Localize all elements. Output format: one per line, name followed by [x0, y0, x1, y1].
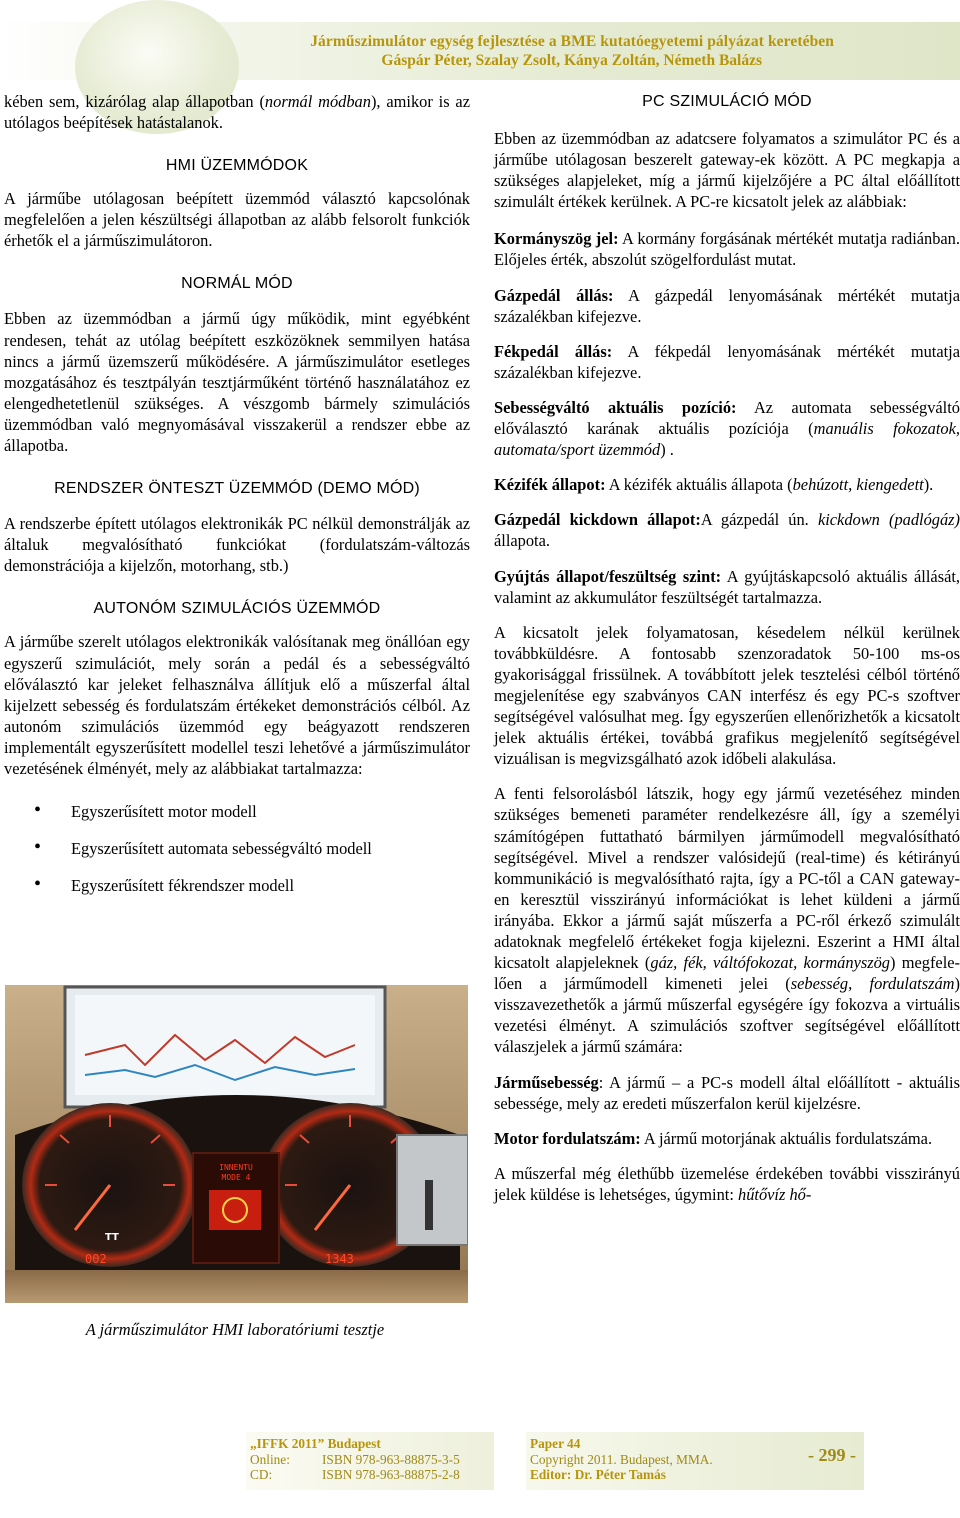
- figure-caption: A járműszimulátor HMI laboratóriumi tesztje: [85, 1320, 385, 1339]
- footer-editor: Editor: Dr. Péter Tamás: [530, 1467, 666, 1482]
- demo-mode-paragraph: A rendszerbe épített utólagos elektronikák PC nélkül demonstrálják az általuk megvalósítható funkciókat (fordulatszám-változás demonstrációja a kijelzőn, motorhang, stb.): [4, 514, 470, 576]
- pc-paragraph: Ebben az üzemmódban az adatcsere folyamatos a szimulátor PC és a járműbe utólagosan beszerelt gateway-ek között. A PC megkapja a szükséges alapjeleket, míg a jármű kijelzőjére a PC által előállított szimulált értékek kerülnek. A PC-re kicsatolt jelek az alábbiak:: [494, 129, 960, 212]
- footer-paper-number: Paper 44: [530, 1436, 581, 1451]
- signal-item-handbrake: Kézifék állapot: A kézifék aktuális állapota (behúzott, kiengedett).: [494, 475, 934, 495]
- photo-odometer-right: 1343: [325, 1252, 354, 1266]
- running-authors: Gáspár Péter, Szalay Zsolt, Kánya Zoltán, Németh Balázs: [381, 52, 762, 69]
- signal-item-steering: Kormányszög jel: A kormány forgásának mértékét mutatja radiánban. Előjeles érték, abszolút szögelfordulást mutat.: [494, 229, 960, 270]
- footer-conference-name: „IFFK 2011” Budapest: [250, 1436, 381, 1451]
- signal-item-brake: Fékpedál állás: A fékpedál lenyomásának mértékét mutatja százalékban kifejezve.: [494, 341, 960, 382]
- footer-cd-isbn: ISBN 978-963-88875-2-8: [322, 1467, 460, 1482]
- right-column: [494, 91, 960, 1205]
- footer-paper-box: [526, 1432, 864, 1490]
- section-heading-autonomous: AUTONÓM SZIMULÁCIÓS ÜZEMMÓD: [93, 600, 381, 618]
- list-item: • Egyszerűsített motor modell: [34, 801, 470, 822]
- summary-paragraph: A fenti felsorolásból látszik, hogy egy jármű vezetéséhez minden szükséges bemeneti paraméter rendelkezésre áll, így a személyi számítógépen futtatható bármilyen járműmodell megvalósítható segítségével. Mivel a rendszer valósidejű (real-time) és kétirányú kommunikáció is megvalósítható rajta, így a PC-től a CAN gateway-en keresztül visszirányú információkat is lehet küldeni a jármű irányába. Ekkor a jármű saját műszerfa a PC-ről érkező szimulált adatoknak megfelelő értékeket fogja kijelezni. Eszerint a HMI által kicsatolt alapjeleknek (gáz, fék, váltófokozat, kormányszög) megfelelően a járműmodell kimeneti jelei (sebesség, fordulatszám) visszavezethetők a jármű műszerfal egységére így fokozva a virtuális vezetési élményt. A szimulációs szoftver segítségével előállított válaszjelek a jármű számára:: [494, 784, 960, 1057]
- signals-paragraph: A kicsatolt jelek folyamatosan, késedelem nélkül kerülnek továbbküldésre. A fontosabb szenzoradatok 50-100 ms-os gyakorisággal frissülnek. A továbbított jelek tesztelési célból történő megjelenítése egy szabványos CAN interfész és egy PC-s szoftver segítségével valósulhat meg. Így egyszerűen ellenőrizhetők a kicsatolt jelek aktuális értékei, továbbá grafikus megjelenítő segítségével vizuálisan is megvizsgálható azok időbeli alakulása.: [494, 622, 960, 769]
- footer-cd-label: CD:: [250, 1467, 273, 1482]
- signal-item-ignition: Gyújtás állapot/feszültség szint: A gyújtáskapcsoló aktuális állását, valamint az akkumulátor feszültségét tartalmazza.: [494, 566, 960, 607]
- dashboard-photo: [5, 985, 468, 1303]
- photo-screen-text: INNENTU: [219, 1163, 253, 1172]
- autonomous-paragraph: A járműbe szerelt utólagos elektronikák valósítanak meg önállóan egy egyszerű szimulációt, mely során a pedál és a sebességváltó előválasztó kar jeleket felhasználva állítjuk elő a műszerfal által kijelzett sebesség és fordulatszám értékeket demonstrációs célból. Az autonóm szimulációs üzemmód egy beágyazott rendszeren implementált egyszerűsített modellel teszi lehetővé a járműszimulátor vezetésének élményét, mely az alábbiakat tartalmazza:: [4, 632, 470, 778]
- closing-paragraph: A műszerfal még élethűbb üzemelése érdekében további visszirányú jelek küldése is lehetséges, úgymint: hűtővíz hő-: [494, 1163, 960, 1204]
- photo-odometer-left: 002: [85, 1252, 107, 1266]
- footer-online-label: Online:: [250, 1451, 290, 1467]
- section-heading-hmi: HMI ÜZEMMÓDOK: [165, 157, 309, 175]
- section-heading-normal: NORMÁL MÓD: [181, 275, 293, 293]
- normal-mode-paragraph: Ebben az üzemmódban a jármű úgy működik, mint egyébként rendesen, tehát az utólag beépített eszközöknek semmilyen hatása nincs a jármű üzemszerű működésére. A járműszimulátor esetleges mozgatásához és tesztpályán tesztjárműként történő használatához ez elengedhetetlenül szükséges. A vészgomb bármely szimulációs üzemmódban való megnyomásával visszakerül a rendszer ebbe az állapotba.: [4, 309, 470, 456]
- footer-copyright: Copyright 2011. Budapest, MMA.: [530, 1451, 713, 1467]
- intro-paragraph: kében sem, kizárólag alap állapotban (normál módban), amikor is az utólagos beépítések hatástalanok.: [4, 92, 470, 133]
- hmi-paragraph: A járműbe utólagosan beépített üzemmód választó kapcsolónak megfelelően a jelen készültségi állapotban az alább felsorolt funkciók érhetők el a járműszimulátoron.: [4, 189, 470, 251]
- response-item-rpm: Motor fordulatszám: A jármű motorjának aktuális fordulatszáma.: [494, 1128, 933, 1148]
- section-heading-demo: RENDSZER ÖNTESZT ÜZEMMÓD (DEMO MÓD): [54, 480, 420, 498]
- footer-online-isbn: ISBN 978-963-88875-3-5: [322, 1451, 460, 1467]
- monitor-in-photo: [65, 987, 385, 1107]
- signal-item-kickdown: Gázpedál kickdown állapot:A gázpedál ún. kickdown (padlógáz) állapota.: [494, 510, 960, 551]
- list-item: • Egyszerűsített fékrendszer modell: [34, 875, 470, 896]
- page-number: - 299 -: [808, 1445, 856, 1465]
- section-heading-pc: PC SZIMULÁCIÓ MÓD: [642, 93, 812, 110]
- signal-item-gear: Sebességváltó aktuális pozíció: Az automata sebességváltó előválasztó karának aktuális pozíciója (manuális fokozatok, automata/sport üzemmód) .: [494, 397, 960, 460]
- signal-item-throttle: Gázpedál állás: A gázpedál lenyomásának mértékét mutatja százalékban kifejezve.: [494, 285, 960, 326]
- list-item: • Egyszerűsített automata sebességváltó modell: [34, 838, 470, 859]
- footer-conference-box: [246, 1432, 494, 1490]
- left-column: [4, 91, 470, 912]
- photo-tt-logo: TT: [105, 1232, 119, 1243]
- response-item-speed: Járműsebesség: A jármű – a PC-s modell által előállított - aktuális sebessége, mely az eredeti műszerfalon kerül kijelzésre.: [494, 1072, 960, 1113]
- running-title: Járműszimulátor egység fejlesztése a BME kutatóegyetemi pályázat keretében: [310, 33, 834, 50]
- model-bullet-list: [34, 801, 470, 896]
- photo-screen-text: MODE 4: [221, 1173, 251, 1182]
